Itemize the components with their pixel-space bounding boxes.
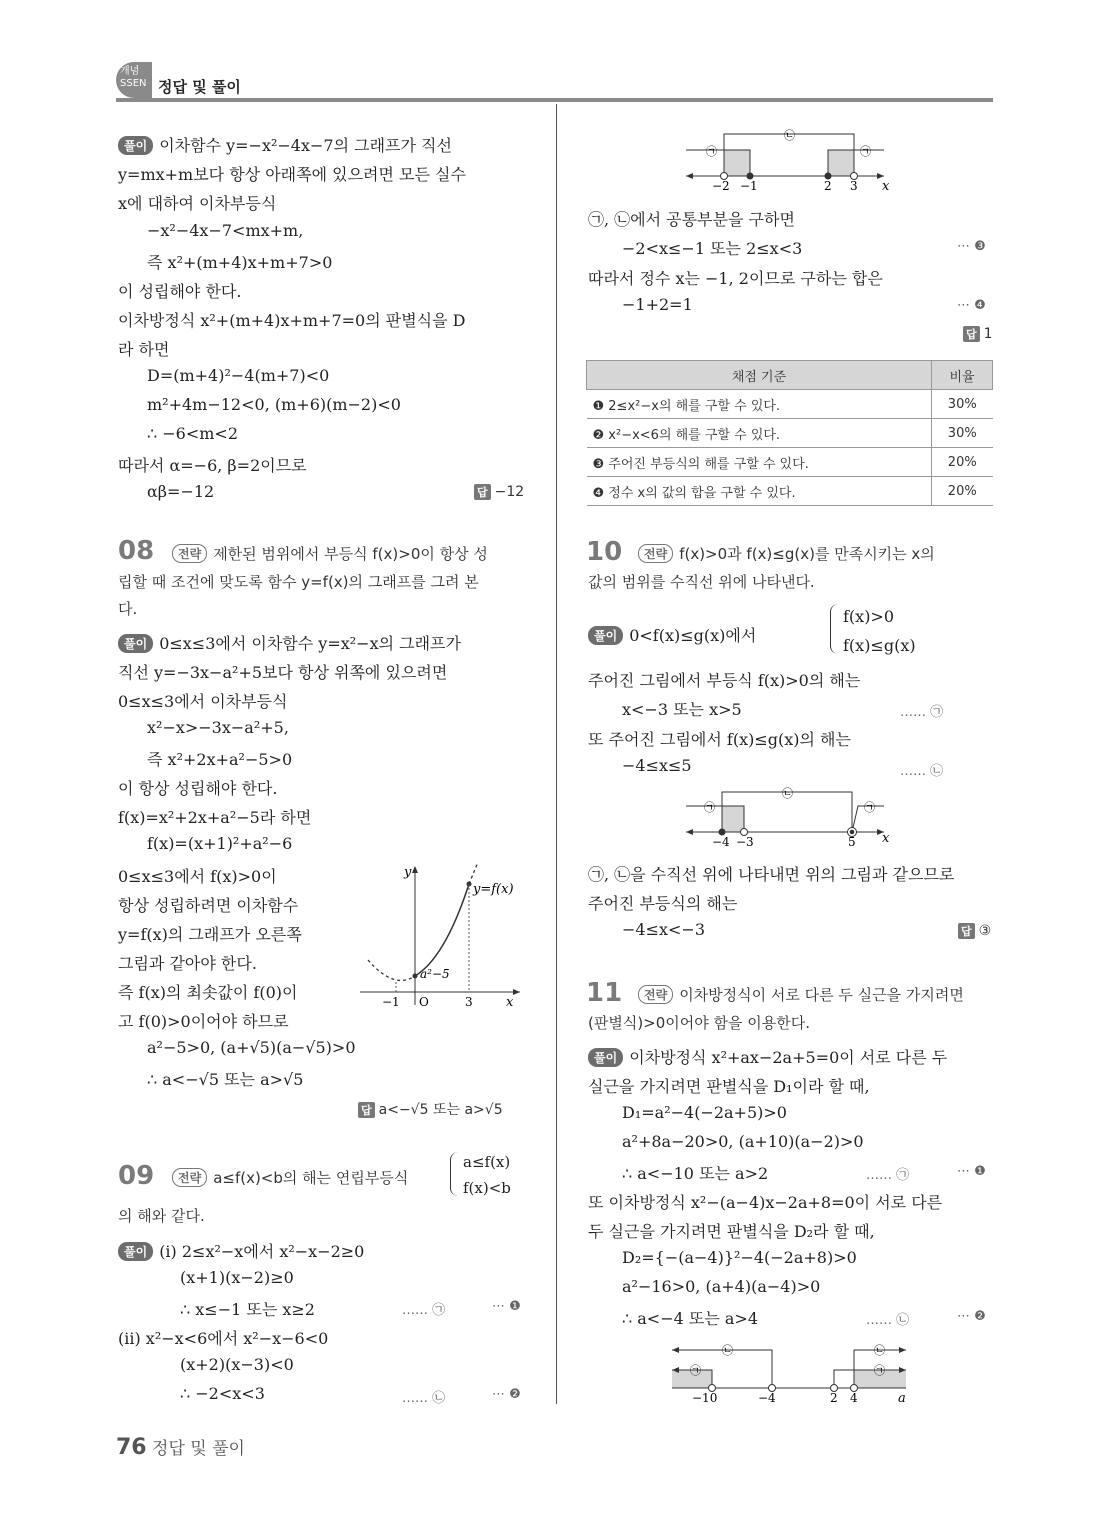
q10-strategy-0: 전략 f(x)>0과 f(x)≤g(x)를 만족시키는 x의 — [638, 543, 935, 564]
p10-sys-0: f(x)>0 — [843, 607, 895, 626]
p09-line-5: ∴ −2<x<3 — [180, 1384, 265, 1403]
p10-line-first: 풀이 0<f(x)≤g(x)에서 — [588, 623, 756, 646]
solution-badge: 풀이 — [588, 1048, 623, 1067]
axis-label: a — [898, 1391, 906, 1406]
tick-1: −1 — [740, 179, 758, 192]
p11-number-line — [668, 1336, 918, 1406]
p09b-line-1: −2<x≤−1 또는 2≤x<3 — [622, 239, 803, 258]
p08-line-8: 0≤x≤3에서 f(x)>0이 — [118, 867, 277, 886]
p11-line-2: D₁=a²−4(−2a+5)>0 — [622, 1103, 787, 1122]
q09-sys-1: f(x)<b — [463, 1179, 511, 1197]
p08-line-14: a²−5>0, (a+√5)(a−√5)>0 — [147, 1038, 356, 1057]
p10-mark-b: …… ㉡ — [900, 764, 944, 779]
p09-line-2: ∴ x≤−1 또는 x≥2 — [180, 1300, 315, 1319]
p07-line-10: ∴ −6<m<2 — [147, 424, 239, 443]
p11-line-3: a²+8a−20>0, (a+10)(a−2)>0 — [622, 1132, 864, 1151]
p11-step-1: ⋯ ❶ — [957, 1164, 986, 1179]
page-number: 76 — [116, 1435, 147, 1460]
p09-mark-a: …… ㉠ — [402, 1303, 446, 1318]
p08-line-10: y=f(x)의 그래프가 오른쪽 — [118, 925, 302, 944]
tick-1: −3 — [736, 835, 754, 849]
q09-sys-0: a≤f(x) — [463, 1153, 511, 1171]
q08-number: 08 — [118, 536, 155, 566]
q08-strategy-1: 립할 때 조건에 맞도록 함수 y=f(x)의 그래프를 그려 본 — [118, 573, 479, 591]
label-d: ㉠ — [874, 1364, 885, 1377]
p08-line-13: 고 f(0)>0이어야 하므로 — [118, 1012, 289, 1031]
p08-line-1: 직선 y=−3x−a²+5보다 항상 위쪽에 있으려면 — [118, 663, 448, 682]
table-row: ❸ 주어진 부등식의 해를 구할 수 있다. 20% — [587, 448, 993, 477]
p07-line-11: 따라서 α=−6, β=2이므로 — [118, 456, 307, 475]
p07-answer: 답 −12 — [474, 484, 524, 500]
label-b: ㉡ — [782, 787, 793, 800]
p08-line-11: 그림과 같아야 한다. — [118, 954, 257, 973]
p09-line-1: (x+1)(x−2)≥0 — [180, 1268, 294, 1287]
label-b: ㉠ — [690, 1364, 701, 1377]
q11-strategy-1: (판별식)>0이어야 함을 이용한다. — [588, 1014, 811, 1032]
q11-number: 11 — [586, 978, 623, 1008]
p11-line-6: 두 실근을 가지려면 판별식을 D₂라 할 때, — [588, 1222, 875, 1241]
y-label: y — [404, 865, 412, 880]
p09b-line-0: ㉠, ㉡에서 공통부분을 구하면 — [588, 210, 795, 229]
tick-2: 5 — [848, 835, 856, 849]
p09-line-0: 풀이 (i) 2≤x²−x에서 x²−x−2≥0 — [118, 1239, 364, 1262]
p11-line-7: D₂={−(a−4)}²−4(−2a+8)>0 — [622, 1248, 857, 1267]
q11-strategy-0: 전략 이차방정식이 서로 다른 두 실근을 가지려면 — [638, 984, 964, 1005]
p07-line-2: x에 대하여 이차부등식 — [118, 194, 277, 213]
p07-line-5: 이 성립해야 한다. — [118, 282, 242, 301]
label-b: ㉡ — [784, 129, 795, 142]
strategy-badge: 전략 — [172, 1168, 207, 1187]
p08-line-4: 즉 x²+2x+a²−5>0 — [147, 750, 293, 769]
p08-line-15: ∴ a<−√5 또는 a>√5 — [147, 1070, 304, 1089]
p07-line-8: D=(m+4)²−4(m+7)<0 — [147, 366, 330, 385]
q10-number: 10 — [586, 537, 623, 567]
q09-number: 09 — [118, 1161, 155, 1191]
tick-3: 4 — [850, 1391, 858, 1405]
p11-line-0: 풀이 이차방정식 x²+ax−2a+5=0이 서로 다른 두 — [588, 1045, 947, 1068]
p08-line-12: 즉 f(x)의 최솟값이 f(0)이 — [118, 983, 298, 1002]
p11-line-5: 또 이차방정식 x²−(a−4)x−2a+8=0이 서로 다른 — [588, 1193, 943, 1212]
table-row: ❷ x²−x<6의 해를 구할 수 있다. 30% — [587, 419, 993, 448]
q10-strategy-1: 값의 범위를 수직선 위에 나타낸다. — [588, 573, 815, 591]
strategy-badge: 전략 — [172, 544, 207, 563]
tick-2: 2 — [830, 1391, 838, 1405]
solution-badge: 풀이 — [118, 136, 153, 155]
curve-right-dashed — [469, 862, 478, 884]
q08-strategy-0: 전략 제한된 범위에서 부등식 f(x)>0이 항상 성 — [172, 543, 488, 564]
grading-table — [586, 360, 993, 506]
tick-0: −2 — [712, 179, 730, 192]
p09-line-4: (x+2)(x−3)<0 — [180, 1355, 294, 1374]
fx-label: y=f(x) — [473, 882, 514, 897]
page-header-title: 정답 및 풀이 — [158, 78, 241, 96]
p10-line-2: 또 주어진 그림에서 f(x)≤g(x)의 해는 — [588, 730, 851, 749]
tick-3: 3 — [465, 995, 473, 1009]
p07-line-4: 즉 x²+(m+4)x+m+7>0 — [147, 253, 333, 272]
p10-mark-a: …… ㉠ — [900, 705, 944, 720]
p10-number-line — [684, 786, 896, 850]
p10-line-6: −4≤x<−3 — [622, 920, 706, 939]
p08-line-2: 0≤x≤3에서 이차부등식 — [118, 692, 288, 711]
p11-line-1: 실근을 가지려면 판별식을 D₁이라 할 때, — [588, 1077, 870, 1096]
y-axis-arrow — [412, 866, 418, 873]
tick-neg1: −1 — [382, 995, 400, 1009]
p09-step-4: ⋯ ❹ — [957, 298, 986, 313]
p09-step-2: ⋯ ❷ — [492, 1387, 521, 1402]
p11-mark-a: …… ㉠ — [866, 1168, 910, 1183]
label-a: ㉠ — [706, 145, 717, 158]
label-c: ㉡ — [874, 1344, 885, 1357]
p09b-line-2: 따라서 정수 x는 −1, 2이므로 구하는 합은 — [588, 269, 883, 288]
header-criteria: 채점 기준 — [587, 361, 932, 390]
tick-2: 2 — [824, 179, 832, 192]
p08-line-3: x²−x>−3x−a²+5, — [147, 718, 289, 737]
p09b-line-3: −1+2=1 — [622, 295, 693, 314]
p07-line-6: 이차방정식 x²+(m+4)x+m+7=0의 판별식을 D — [118, 311, 466, 330]
footer-text: 정답 및 풀이 — [152, 1439, 245, 1459]
x-label: x — [506, 995, 514, 1010]
solution-badge: 풀이 — [588, 626, 623, 645]
p08-line-6: f(x)=x²+2x+a²−5라 하면 — [118, 808, 312, 827]
p09-line-3: (ii) x²−x<6에서 x²−x−6<0 — [118, 1329, 329, 1348]
curve-left-dashed — [368, 960, 415, 980]
shade — [722, 806, 744, 832]
q08-strategy-2: 다. — [118, 600, 138, 618]
p09-number-line — [684, 128, 896, 192]
p09-step-3: ⋯ ❸ — [957, 239, 986, 254]
p10-line-3: −4≤x≤5 — [622, 756, 692, 775]
brand-logo: 개념 SSEN — [116, 62, 152, 98]
p10-answer: 답 ③ — [958, 923, 991, 939]
p08-line-7: f(x)=(x+1)²+a²−6 — [147, 834, 293, 853]
header-rule — [116, 98, 993, 102]
solution-badge: 풀이 — [118, 634, 153, 653]
strategy-badge: 전략 — [638, 544, 673, 563]
tick-0: −10 — [692, 1391, 718, 1405]
p07-line-9: m²+4m−12<0, (m+6)(m−2)<0 — [147, 395, 401, 414]
shade-right — [828, 150, 854, 176]
p10-line-0: 주어진 그림에서 부등식 f(x)>0의 해는 — [588, 671, 861, 690]
p07-line-0: 풀이 이차함수 y=−x²−4x−7의 그래프가 직선 — [118, 133, 452, 156]
point-f0 — [413, 974, 418, 979]
p09-mark-b: …… ㉡ — [402, 1391, 446, 1406]
strategy-badge: 전략 — [638, 985, 673, 1004]
p09-answer: 답 1 — [963, 326, 993, 342]
p11-line-4: ∴ a<−10 또는 a>2 — [622, 1164, 769, 1183]
min-value-label: a²−5 — [420, 967, 450, 981]
p07-line-12: αβ=−12 — [147, 482, 215, 501]
q09-brace — [450, 1152, 459, 1196]
p10-line-1: x<−3 또는 x>5 — [622, 700, 742, 719]
axis-label: x — [882, 831, 890, 846]
column-divider — [556, 104, 557, 1404]
p09-step-1: ⋯ ❶ — [492, 1299, 521, 1314]
p11-line-8: a²−16>0, (a+4)(a−4)>0 — [622, 1277, 821, 1296]
q09-strategy-2: 의 해와 같다. — [118, 1207, 205, 1225]
tick-3: 3 — [850, 179, 858, 192]
p10-line-5: 주어진 부등식의 해는 — [588, 894, 738, 913]
shade-left — [724, 150, 750, 176]
x-axis-arrow — [513, 989, 520, 995]
p08-answer: 답 a<−√5 또는 a>√5 — [358, 1099, 503, 1119]
p08-line-9: 항상 성립하려면 이차함수 — [118, 896, 299, 915]
label-c: ㉠ — [860, 145, 871, 158]
p10-brace — [830, 604, 839, 654]
solution-badge: 풀이 — [118, 1242, 153, 1261]
p10-sys-1: f(x)≤g(x) — [843, 636, 916, 655]
p08-parabola-graph — [360, 860, 530, 1010]
table-header-row — [587, 361, 993, 390]
q09-strategy: 전략 a≤f(x)<b의 해는 연립부등식 — [172, 1167, 408, 1188]
p08-line-5: 이 항상 성립해야 한다. — [118, 779, 278, 798]
p07-line-3: −x²−4x−7<mx+m, — [147, 221, 304, 240]
axis-label: x — [882, 179, 890, 192]
page-footer — [116, 1434, 245, 1460]
p11-step-2: ⋯ ❷ — [957, 1309, 986, 1324]
header-ratio: 비율 — [932, 361, 993, 390]
p07-line-1: y=mx+m보다 항상 아래쪽에 있으려면 모든 실수 — [118, 165, 466, 184]
p10-line-4: ㉠, ㉡을 수직선 위에 나타내면 위의 그림과 같으므로 — [588, 865, 955, 884]
label-a: ㉠ — [704, 801, 715, 814]
label-c: ㉠ — [864, 801, 875, 814]
p11-mark-b: …… ㉡ — [866, 1313, 910, 1328]
origin-label: O — [419, 995, 429, 1009]
p08-line-0: 풀이 0≤x≤3에서 이차함수 y=x²−x의 그래프가 — [118, 631, 461, 654]
p11-line-9: ∴ a<−4 또는 a>4 — [622, 1309, 759, 1328]
tick-1: −4 — [758, 1391, 776, 1405]
p07-line-7: 라 하면 — [118, 340, 170, 359]
tick-0: −4 — [712, 835, 730, 849]
table-row: ❹ 정수 x의 값의 합을 구할 수 있다. 20% — [587, 477, 993, 506]
curve-solid — [415, 884, 469, 976]
label-a: ㉡ — [722, 1344, 733, 1357]
table-row: ❶ 2≤x²−x의 해를 구할 수 있다. 30% — [587, 390, 993, 419]
